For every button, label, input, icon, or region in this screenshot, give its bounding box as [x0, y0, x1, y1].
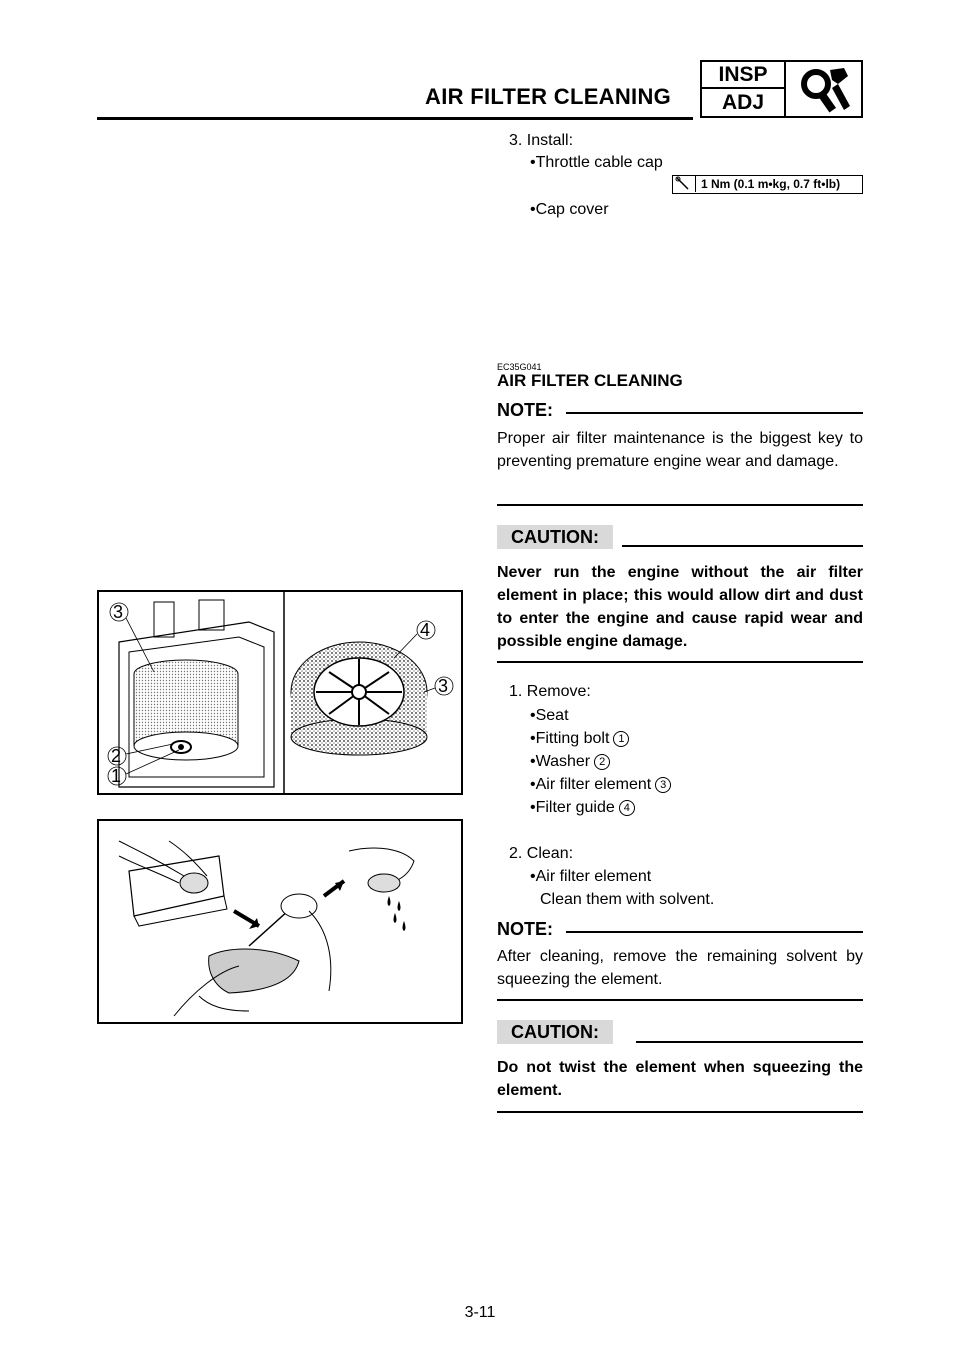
caution1-top-rule — [622, 545, 863, 547]
note2-text: After cleaning, remove the remaining solvent by squeezing the element. — [497, 948, 863, 988]
callout-4: 4 — [420, 620, 431, 640]
callout-number: 4 — [619, 800, 635, 816]
caution1-bottom-rule — [497, 661, 863, 663]
clean-item: •Air filter element — [530, 868, 652, 885]
remove-step-label: 1. Remove: — [509, 683, 591, 700]
clean-detail: Clean them with solvent. — [540, 891, 715, 908]
caution2-bottom-rule — [497, 1111, 863, 1113]
remove-item-air-filter: •Air filter element 3 — [530, 774, 671, 796]
note1-top-rule — [566, 412, 863, 414]
caution2-text: Do not twist the element when squeezing the element. — [497, 1059, 863, 1099]
torque-value: 1 Nm (0.1 m•kg, 0.7 ft•lb) — [701, 177, 841, 191]
remove-item-filter-guide: •Filter guide 4 — [530, 797, 635, 819]
callout-number: 2 — [594, 754, 610, 770]
section-code: EC35G041 — [497, 362, 542, 372]
caution1-text: Never run the engine without the air filter element in place; this would allow dirt and dust to enter the engine and cause rapid wear and possible engine damage. — [497, 564, 863, 650]
cleaning-illustration — [99, 821, 461, 1022]
remove-item-fitting-bolt: •Fitting bolt 1 — [530, 728, 629, 750]
install-item-cap-cover: •Cap cover — [530, 201, 609, 218]
section-badge — [700, 60, 863, 118]
callout-number: 1 — [613, 731, 629, 747]
install-item-throttle: •Throttle cable cap — [530, 154, 663, 171]
remove-item-washer: •Washer 2 — [530, 751, 610, 773]
badge-adj: ADJ — [702, 89, 786, 116]
note1-text: Proper air filter maintenance is the biggest key to preventing premature engine wear and damage. — [497, 430, 863, 470]
page-number: 3-11 — [464, 1304, 496, 1321]
torque-wrench-icon — [673, 176, 696, 192]
clean-step-label: 2. Clean: — [509, 845, 574, 862]
install-step-label: 3. Install: — [509, 132, 574, 149]
note2-bottom-rule — [497, 999, 863, 1001]
section-title: AIR FILTER CLEANING — [497, 371, 683, 390]
torque-spec — [672, 175, 863, 194]
callout-2: 2 — [111, 746, 122, 766]
note1-label: NOTE: — [497, 400, 553, 420]
figure-cleaning-steps — [97, 819, 463, 1024]
air-filter-illustration — [99, 592, 461, 793]
callout-3-left: 3 — [113, 602, 124, 622]
callout-3-right: 3 — [438, 676, 449, 696]
callout-1: 1 — [111, 766, 122, 786]
badge-insp: INSP — [702, 62, 786, 89]
wrench-inspect-icon — [786, 62, 861, 116]
note2-label: NOTE: — [497, 919, 553, 939]
header-rule — [97, 117, 693, 120]
page-header-title: AIR FILTER CLEANING — [425, 84, 672, 109]
note1-bottom-rule — [497, 504, 863, 506]
caution1-label: CAUTION: — [497, 525, 613, 549]
caution2-top-rule — [636, 1041, 863, 1043]
remove-item-seat: •Seat — [530, 707, 569, 724]
figure-air-filter-removal — [97, 590, 463, 795]
caution2-label: CAUTION: — [497, 1020, 613, 1044]
callout-number: 3 — [655, 777, 671, 793]
note2-top-rule — [566, 931, 863, 933]
